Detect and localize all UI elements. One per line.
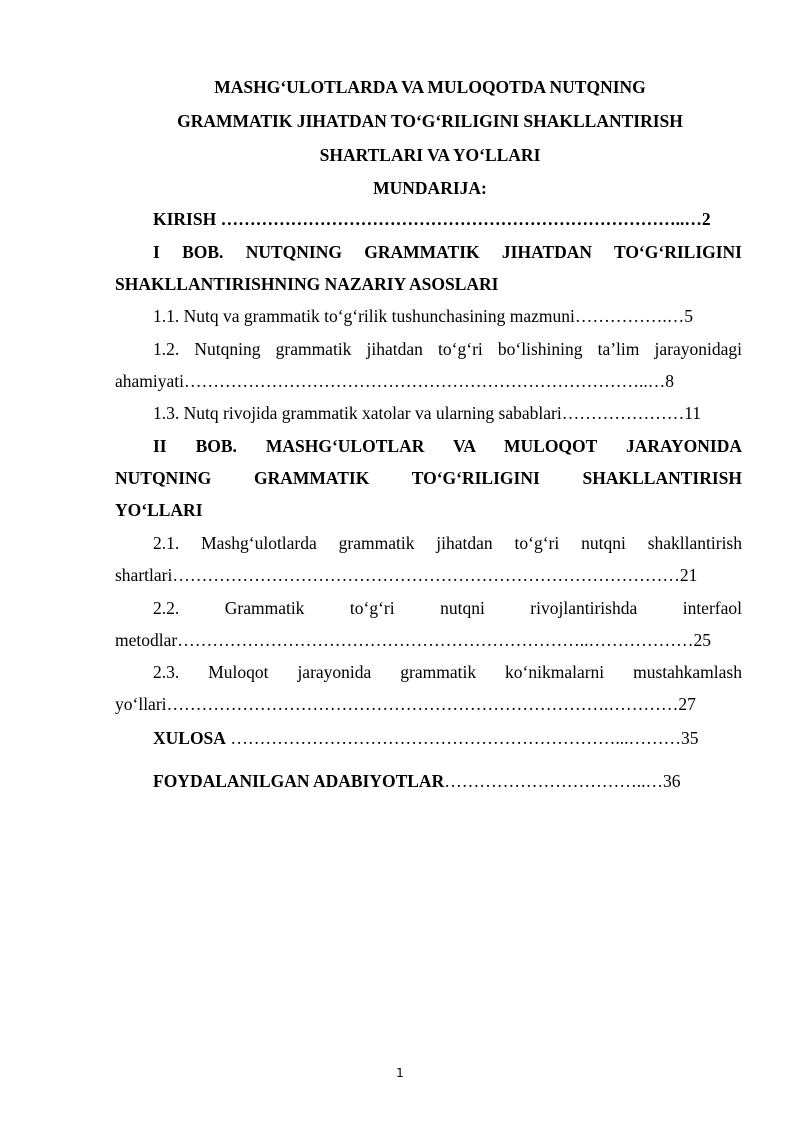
toc-chapter-1-line-1: I BOB. NUTQNING GRAMMATIK JIHATDAN TO‘G‘RILIGINI bbox=[153, 242, 742, 262]
toc-xulosa-label: XULOSA bbox=[153, 728, 226, 748]
toc-chapter-2-line-3: YO‘LLARI bbox=[115, 500, 203, 520]
page-number: 1 bbox=[396, 1066, 404, 1080]
toc-chapter-1-line-2: SHAKLLANTIRISHNING NAZARIY ASOSLARI bbox=[115, 274, 499, 294]
toc-section-2-3-line-1: 2.3. Muloqot jarayonida grammatik ko‘nikmalarni mustahkamlash bbox=[153, 662, 742, 682]
contents-heading: MUNDARIJA: bbox=[373, 178, 487, 198]
toc-section-2-2-line-2: metodlar……………………………………………………………..………………25 bbox=[115, 630, 711, 650]
toc-section-2-3-line-2: yo‘llari………………………………………………………………….…………27 bbox=[115, 694, 696, 714]
doc-title-line-2: GRAMMATIK JIHATDAN TO‘G‘RILIGINI SHAKLLANTIRISH bbox=[177, 111, 683, 131]
toc-adabiyotlar-label: FOYDALANILGAN ADABIYOTLAR bbox=[153, 771, 445, 791]
toc-xulosa-leader: …………………………………………………………...………35 bbox=[225, 728, 699, 748]
toc-kirish-label: KIRISH ……………………………………………………………………..…2 bbox=[153, 209, 711, 229]
toc-section-1-1: 1.1. Nutq va grammatik to‘g‘rilik tushunchasining mazmuni…………….…5 bbox=[153, 306, 693, 326]
toc-entry-kirish bbox=[153, 208, 711, 230]
doc-title-line-1: MASHG‘ULOTLARDA VA MULOQOTDA NUTQNING bbox=[214, 77, 646, 97]
toc-section-1-2-line-2: ahamiyati……………………………………………………………………..…8 bbox=[115, 371, 675, 391]
toc-entry-adabiyotlar bbox=[153, 770, 680, 792]
toc-section-2-1-line-2: shartlari……………………………………………………………………………21 bbox=[115, 565, 698, 585]
toc-chapter-2-line-1: II BOB. MASHG‘ULOTLAR VA MULOQOT JARAYONIDA bbox=[153, 436, 742, 456]
doc-title-line-3: SHARTLARI VA YO‘LLARI bbox=[319, 145, 541, 165]
toc-entry-xulosa bbox=[153, 727, 698, 749]
toc-section-2-2-line-1: 2.2. Grammatik to‘g‘ri nutqni rivojlantirishda interfaol bbox=[153, 598, 742, 618]
toc-adabiyotlar-leader: ……………………………..…36 bbox=[444, 771, 681, 791]
toc-chapter-2-line-2: NUTQNING GRAMMATIK TO‘G‘RILIGINI SHAKLLANTIRISH bbox=[115, 468, 742, 488]
toc-section-1-3: 1.3. Nutq rivojida grammatik xatolar va ularning sabablari…………………11 bbox=[153, 403, 702, 423]
toc-section-2-1-line-1: 2.1. Mashg‘ulotlarda grammatik jihatdan to‘g‘ri nutqni shakllantirish bbox=[153, 533, 742, 553]
toc-section-1-2-line-1: 1.2. Nutqning grammatik jihatdan to‘g‘ri bo‘lishining ta’lim jarayonidagi bbox=[153, 339, 742, 359]
